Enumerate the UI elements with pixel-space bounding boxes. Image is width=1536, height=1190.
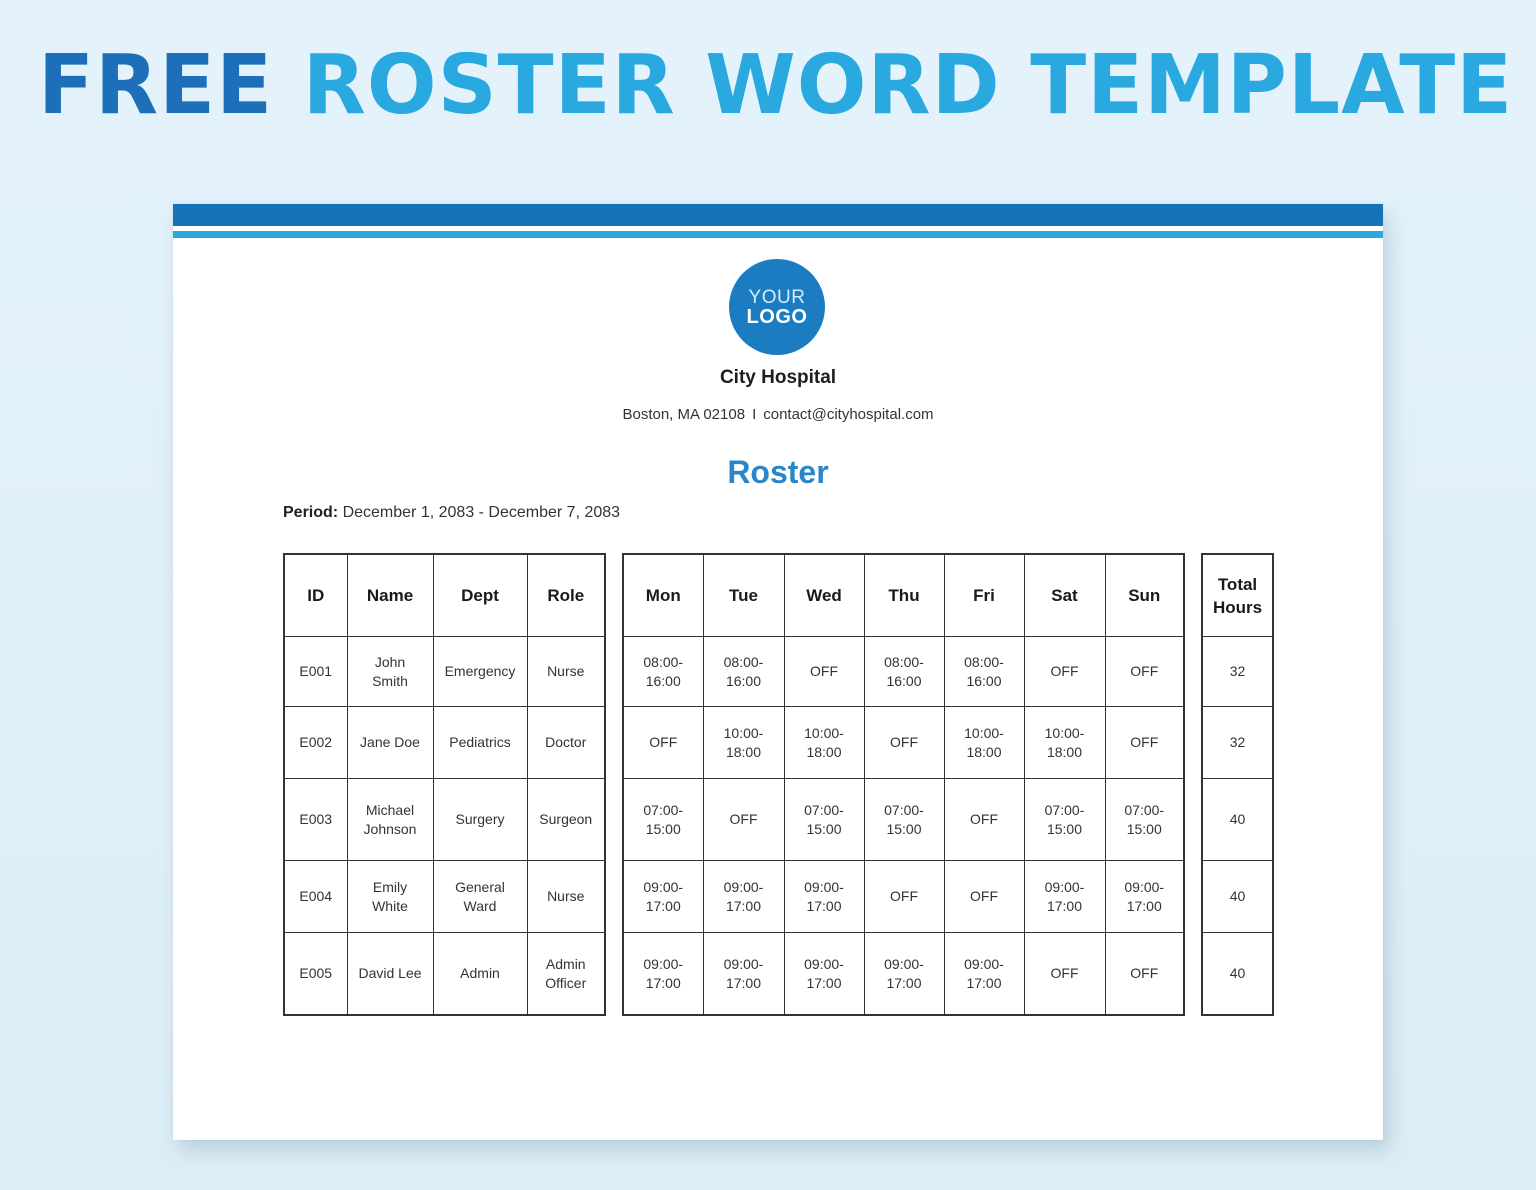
- shift-line: 17:00: [806, 897, 842, 914]
- shift-line: 09:00-: [643, 878, 684, 895]
- table-row: [623, 707, 1184, 779]
- cell-shift-sat: [1024, 779, 1105, 861]
- table-row: [284, 861, 605, 933]
- cell-shift-tue: [703, 637, 784, 707]
- cell-role: [527, 933, 605, 1016]
- name-line: David Lee: [358, 965, 422, 981]
- header-bar-dark: [173, 204, 1383, 226]
- cell-shift-wed: [784, 637, 864, 707]
- name-line: Smith: [372, 672, 408, 689]
- role-line: Officer: [545, 974, 587, 991]
- shift-line: OFF: [1130, 965, 1159, 981]
- cell-shift-mon: [623, 779, 703, 861]
- shift-line: OFF: [890, 888, 918, 904]
- logo-placeholder: [729, 259, 825, 355]
- organization-address: Boston, MA 02108: [622, 406, 746, 423]
- shift-line: 07:00-: [1044, 801, 1085, 818]
- cell-shift-sun: [1105, 637, 1184, 707]
- shift-line: 18:00: [1046, 743, 1083, 760]
- banner-word-rest: ROSTER WORD TEMPLATE: [302, 38, 1514, 133]
- cell-department: [433, 707, 527, 779]
- cell-shift-fri: [944, 637, 1024, 707]
- organization-email: contact@cityhospital.com: [763, 406, 934, 423]
- shift-line: 07:00-: [884, 801, 924, 818]
- dept-line: Admin: [460, 965, 500, 981]
- roster-table-employee-info: [283, 553, 606, 1016]
- shift-line: 08:00-: [643, 653, 684, 670]
- column-header-id: ID: [284, 554, 347, 637]
- cell-total-hours: 40: [1202, 933, 1273, 1016]
- shift-line: 09:00-: [964, 955, 1004, 972]
- name-line: White: [372, 897, 408, 914]
- table-row: [623, 779, 1184, 861]
- cell-shift-wed: [784, 779, 864, 861]
- table-row: [623, 637, 1184, 707]
- shift-line: 09:00-: [884, 955, 924, 972]
- table-row: [1202, 707, 1273, 779]
- shift-line: 10:00-: [964, 724, 1004, 741]
- period-label: Period:: [283, 504, 339, 521]
- cell-employee-id: E005: [284, 933, 347, 1016]
- column-header-wed: Wed: [784, 554, 864, 637]
- shift-line: 18:00: [806, 743, 842, 760]
- role-line: Nurse: [547, 888, 585, 904]
- cell-role: [527, 707, 605, 779]
- table-row: [1202, 933, 1273, 1016]
- cell-shift-tue: [703, 707, 784, 779]
- shift-line: OFF: [970, 811, 998, 827]
- cell-employee-name: [347, 861, 433, 933]
- cell-shift-sun: [1105, 779, 1184, 861]
- role-line: Nurse: [547, 663, 585, 679]
- cell-employee-name: [347, 779, 433, 861]
- cell-role: [527, 861, 605, 933]
- cell-role: [527, 779, 605, 861]
- organization-name: City Hospital: [719, 367, 837, 388]
- shift-line: 15:00: [886, 820, 922, 837]
- shift-line: 15:00: [806, 820, 842, 837]
- cell-shift-sun: [1105, 933, 1184, 1016]
- column-header-fri: Fri: [944, 554, 1024, 637]
- shift-line: OFF: [970, 888, 998, 904]
- column-header-role: Role: [527, 554, 605, 637]
- role-line: Surgeon: [539, 811, 593, 827]
- cell-department: [433, 779, 527, 861]
- shift-line: OFF: [1130, 663, 1159, 679]
- cell-total-hours: 40: [1202, 861, 1273, 933]
- shift-line: 09:00-: [1124, 878, 1165, 895]
- shift-line: 17:00: [645, 897, 681, 914]
- cell-role: [527, 637, 605, 707]
- cell-shift-fri: [944, 933, 1024, 1016]
- table-row: [284, 707, 605, 779]
- table-row: [284, 637, 605, 707]
- cell-shift-tue: [703, 779, 784, 861]
- cell-shift-wed: [784, 861, 864, 933]
- shift-line: 08:00-: [964, 653, 1004, 670]
- shift-line: 17:00: [1046, 897, 1083, 914]
- table-row: [623, 861, 1184, 933]
- shift-line: OFF: [649, 734, 678, 750]
- cell-shift-thu: [864, 861, 944, 933]
- cell-shift-tue: [703, 933, 784, 1016]
- document-title: Roster: [727, 454, 829, 490]
- roster-table-total-hours: [1201, 553, 1274, 1016]
- role-line: Doctor: [545, 734, 587, 750]
- table-row: [623, 933, 1184, 1016]
- shift-line: 07:00-: [643, 801, 684, 818]
- shift-line: 09:00-: [723, 955, 764, 972]
- shift-line: 09:00-: [643, 955, 684, 972]
- column-header-thu: Thu: [864, 554, 944, 637]
- dept-line: General: [455, 878, 505, 895]
- shift-line: 18:00: [725, 743, 762, 760]
- period-value: December 1, 2083 - December 7, 2083: [342, 504, 621, 521]
- shift-line: 17:00: [1126, 897, 1162, 914]
- logo-line-1: YOUR: [748, 286, 806, 308]
- cell-employee-name: [347, 637, 433, 707]
- shift-line: 17:00: [966, 974, 1002, 991]
- cell-total-hours: 40: [1202, 779, 1273, 861]
- shift-line: OFF: [890, 734, 918, 750]
- shift-line: 16:00: [725, 672, 762, 689]
- contact-separator: I: [752, 406, 757, 423]
- cell-shift-fri: [944, 861, 1024, 933]
- cell-shift-wed: [784, 933, 864, 1016]
- shift-line: OFF: [810, 663, 838, 679]
- cell-shift-thu: [864, 707, 944, 779]
- shift-line: 17:00: [806, 974, 842, 991]
- cell-shift-tue: [703, 861, 784, 933]
- cell-shift-sat: [1024, 861, 1105, 933]
- roster-table-weekly-shifts: [622, 553, 1185, 1016]
- table-row: [284, 779, 605, 861]
- table-row: [284, 933, 605, 1016]
- cell-total-hours: 32: [1202, 707, 1273, 779]
- period-line: [283, 504, 620, 522]
- cell-shift-sat: [1024, 933, 1105, 1016]
- column-header-mon: Mon: [623, 554, 703, 637]
- cell-employee-name: [347, 933, 433, 1016]
- header-bar-light: [173, 231, 1383, 238]
- cell-shift-sat: [1024, 707, 1105, 779]
- table-row: [1202, 779, 1273, 861]
- cell-total-hours: 32: [1202, 637, 1273, 707]
- logo-line-2: LOGO: [746, 305, 808, 328]
- banner-word-free: FREE: [38, 38, 274, 133]
- cell-employee-name: [347, 707, 433, 779]
- document-page: [173, 204, 1383, 1140]
- cell-shift-fri: [944, 707, 1024, 779]
- shift-line: 17:00: [645, 974, 681, 991]
- shift-line: 09:00-: [723, 878, 764, 895]
- shift-line: 17:00: [725, 974, 762, 991]
- column-header-tue: Tue: [703, 554, 784, 637]
- cell-shift-wed: [784, 707, 864, 779]
- cell-shift-sun: [1105, 861, 1184, 933]
- name-line: Michael: [365, 801, 415, 818]
- name-line: Jane Doe: [360, 734, 420, 750]
- shift-line: 15:00: [645, 820, 681, 837]
- cell-employee-id: E003: [284, 779, 347, 861]
- shift-line: OFF: [1050, 965, 1079, 981]
- column-header-name: Name: [347, 554, 433, 637]
- shift-line: 09:00-: [804, 878, 844, 895]
- shift-line: 16:00: [886, 672, 922, 689]
- column-header-sat: Sat: [1024, 554, 1105, 637]
- shift-line: 15:00: [1126, 820, 1162, 837]
- cell-employee-id: E002: [284, 707, 347, 779]
- name-line: Emily: [372, 878, 408, 895]
- shift-line: 10:00-: [804, 724, 844, 741]
- shift-line: 10:00-: [1044, 724, 1085, 741]
- name-line: John: [374, 653, 406, 670]
- role-line: Admin: [545, 955, 586, 972]
- header-line: Hours: [1212, 597, 1263, 617]
- cell-department: [433, 637, 527, 707]
- shift-line: 08:00-: [884, 653, 924, 670]
- dept-line: Emergency: [444, 663, 516, 679]
- organization-contact: [173, 406, 1383, 423]
- shift-line: 17:00: [886, 974, 922, 991]
- column-header-total-hours: [1202, 554, 1273, 637]
- shift-line: 15:00: [1046, 820, 1083, 837]
- header-line: Total: [1217, 574, 1258, 594]
- cell-department: [433, 933, 527, 1016]
- banner-title: [38, 36, 1518, 136]
- shift-line: OFF: [1050, 663, 1079, 679]
- shift-line: 09:00-: [1044, 878, 1085, 895]
- shift-line: 09:00-: [804, 955, 844, 972]
- shift-line: OFF: [1130, 734, 1159, 750]
- cell-shift-mon: [623, 707, 703, 779]
- name-line: Johnson: [363, 820, 417, 837]
- dept-line: Pediatrics: [449, 734, 511, 750]
- table-row: [1202, 637, 1273, 707]
- dept-line: Ward: [463, 897, 497, 914]
- shift-line: OFF: [729, 811, 758, 827]
- column-header-dept: Dept: [433, 554, 527, 637]
- shift-line: 17:00: [725, 897, 762, 914]
- cell-shift-mon: [623, 933, 703, 1016]
- cell-shift-sat: [1024, 637, 1105, 707]
- shift-line: 16:00: [645, 672, 681, 689]
- cell-shift-fri: [944, 779, 1024, 861]
- cell-shift-sun: [1105, 707, 1184, 779]
- shift-line: 18:00: [966, 743, 1002, 760]
- cell-shift-mon: [623, 637, 703, 707]
- cell-employee-id: E004: [284, 861, 347, 933]
- cell-shift-thu: [864, 779, 944, 861]
- shift-line: 07:00-: [804, 801, 844, 818]
- cell-shift-mon: [623, 861, 703, 933]
- column-header-sun: Sun: [1105, 554, 1184, 637]
- shift-line: 08:00-: [723, 653, 764, 670]
- cell-department: [433, 861, 527, 933]
- cell-shift-thu: [864, 933, 944, 1016]
- shift-line: 16:00: [966, 672, 1002, 689]
- table-row: [1202, 861, 1273, 933]
- cell-shift-thu: [864, 637, 944, 707]
- shift-line: 10:00-: [723, 724, 764, 741]
- dept-line: Surgery: [455, 811, 505, 827]
- shift-line: 07:00-: [1124, 801, 1165, 818]
- cell-employee-id: E001: [284, 637, 347, 707]
